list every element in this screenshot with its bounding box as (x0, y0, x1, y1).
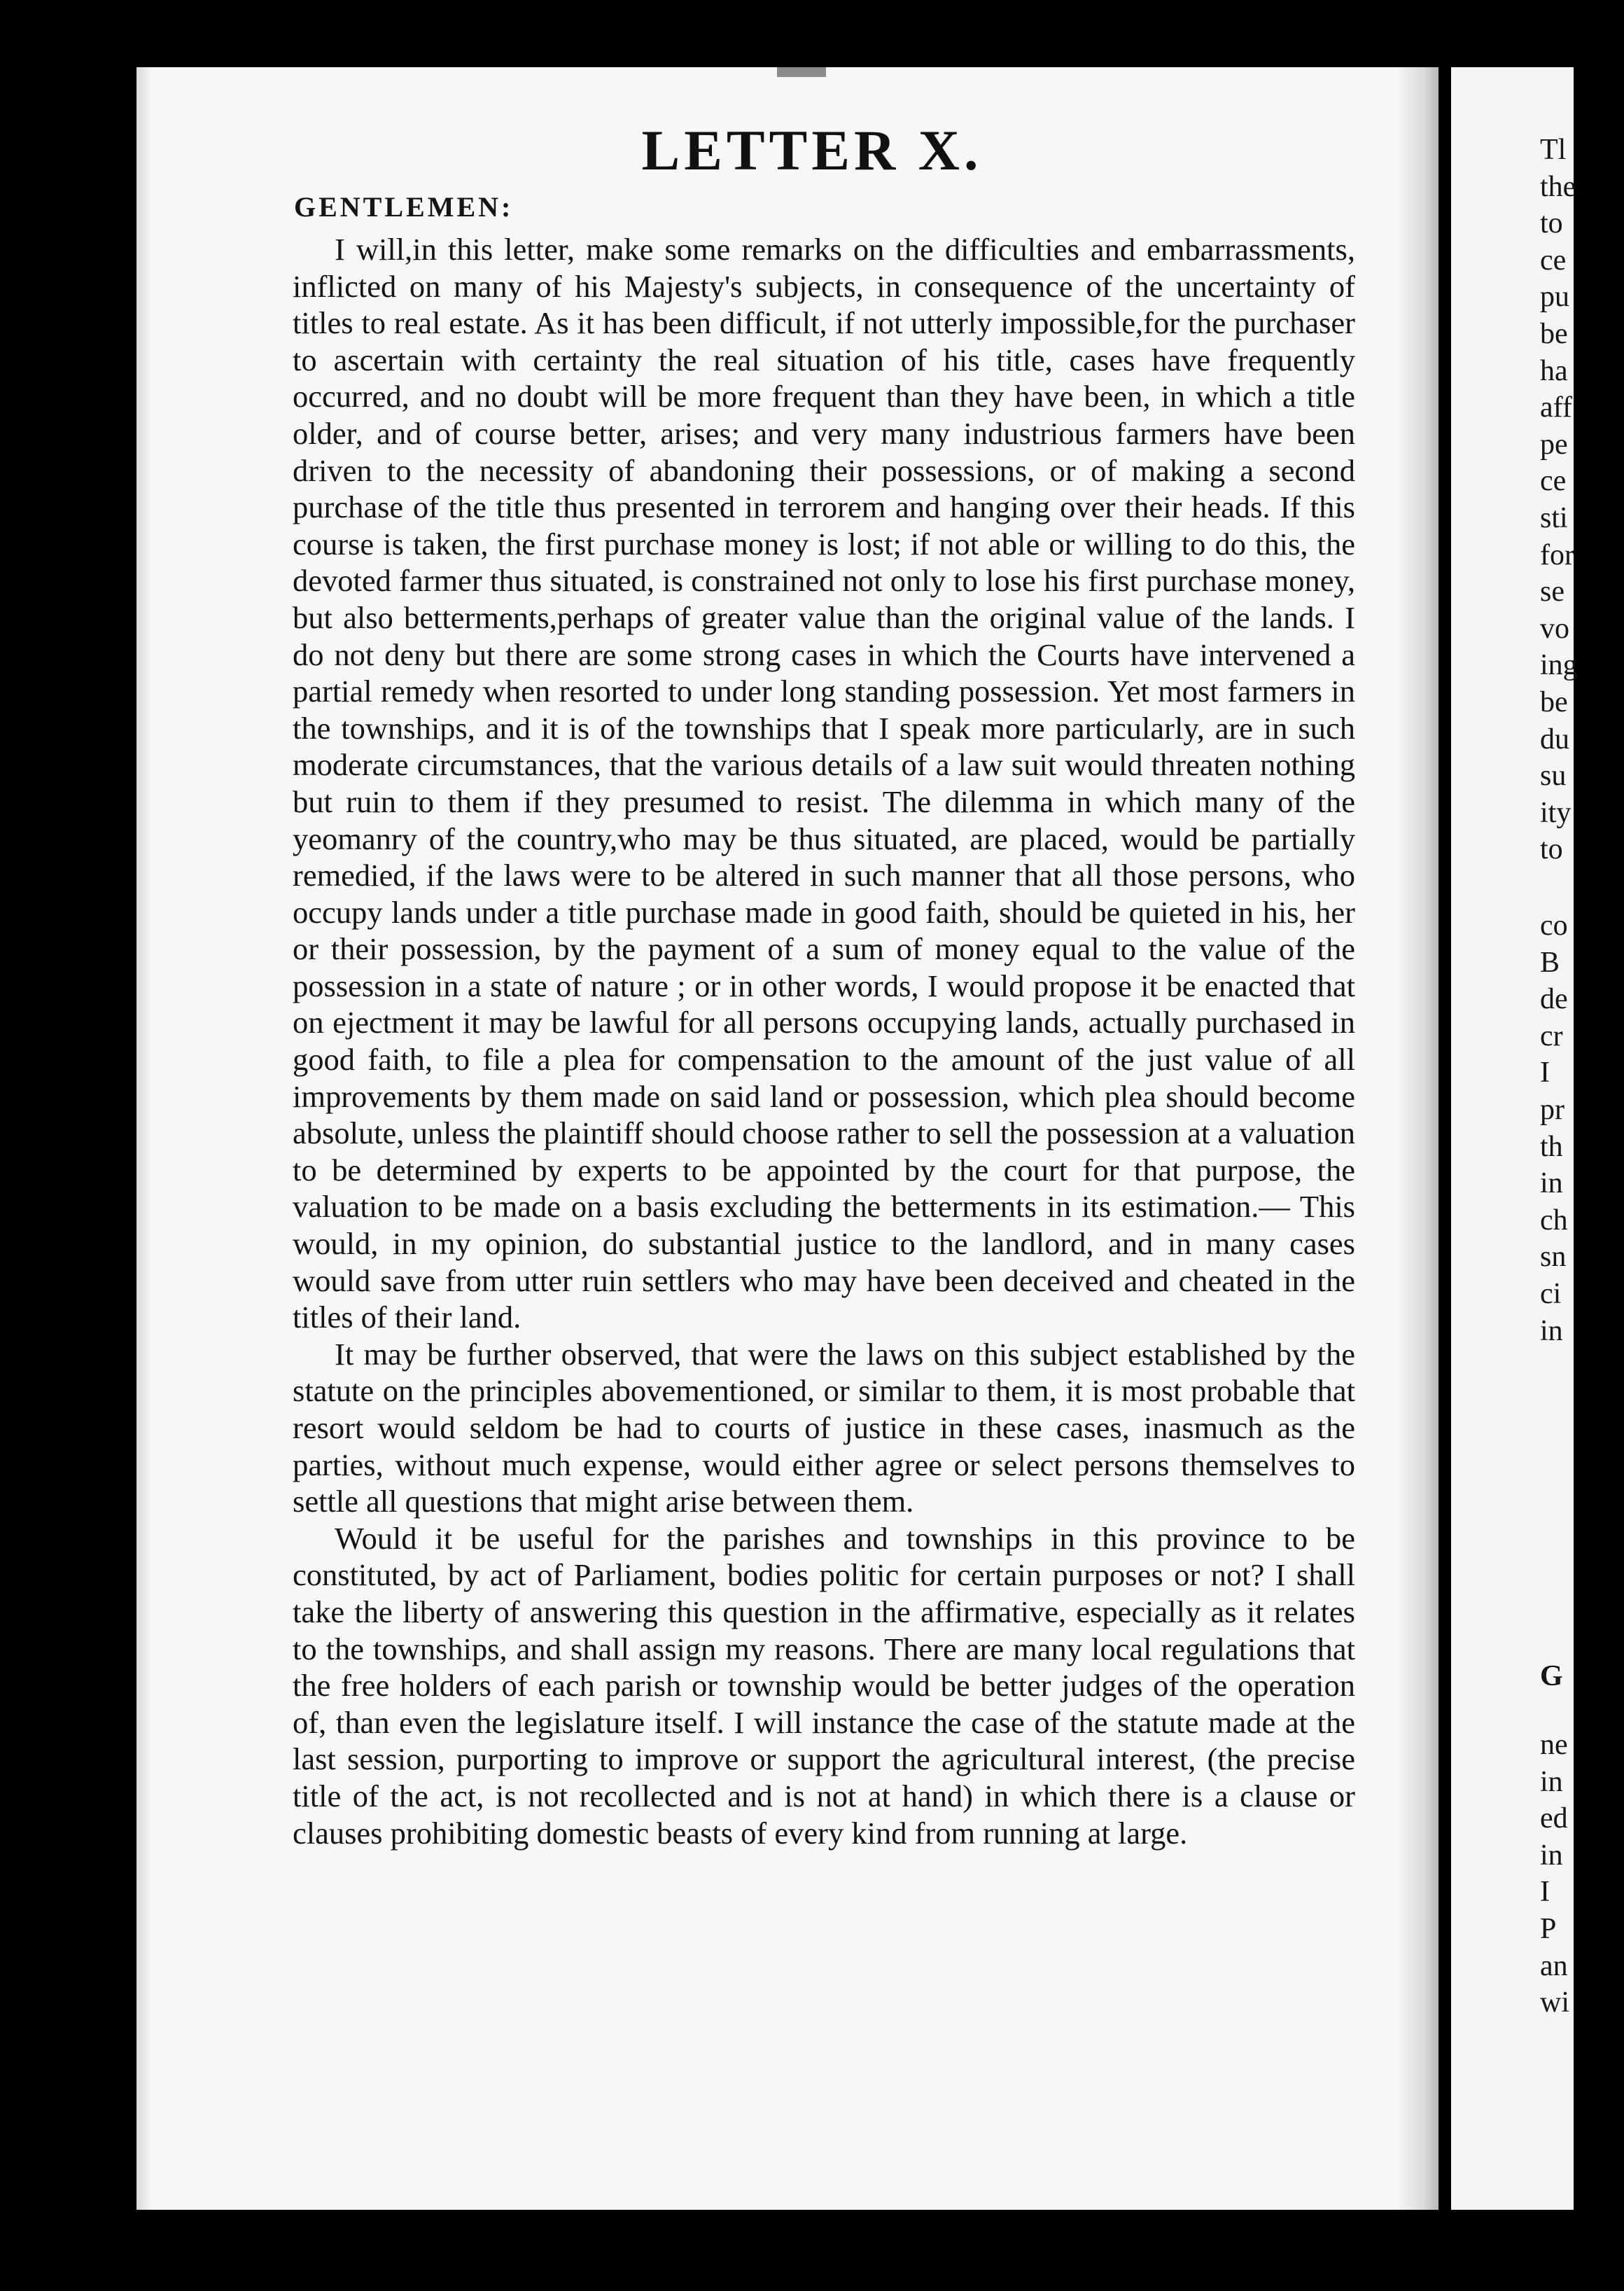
right-page-fragments-2 (1540, 907, 1582, 1349)
letter-title: LETTER X. (641, 118, 983, 182)
right-page-fragment: th (1540, 1130, 1563, 1163)
right-page-fragment: an (1540, 1949, 1568, 1982)
paragraph-1: I will,in this letter, make some remarks on the difficulties and embarrassments, inflicted on many of his Majesty's subjects, in consequence of the uncertainty of titles to real estate. As it has been difficult, if not utterly impossible,for the purchaser to ascertain with certainty the real situation of his title, cases have frequently occurred, and no doubt will be more frequent than they have been, in which a title older, and of course better, arises; and very many industrious farmers have been driven to the necessity of abandoning their possessions, or of making a second purchase of the title thus presented in terrorem and hanging over their heads. If this course is taken, the first purchase money is lost; if not able or willing to do this, the devoted farmer thus situated, is constrained not only to lose his first purchase money, but also betterments,perhaps of greater value than the original value of the lands. I do not deny but there are some strong cases in which the Courts have intervened a partial remedy when resorted to under long standing possession. Yet most farmers in the townships, and it is of the townships that I speak more particularly, are in such moderate circumstances, that the various details of a law suit would threaten nothing but ruin to them if they presumed to resist. The dilemma in which many of the yeomanry of the country,who may be thus situated, are placed, would be partially remedied, if the laws were to be altered in such manner that all those persons, who occupy lands under a title purchase made in good faith, should be quieted in his, her or their possession, by the payment of a sum of money equal to the value of the possession in a state of nature ; or in other words, I would propose it be enacted that on ejectment it may be lawful for all persons occupying lands, actually purchased in good faith, to file a plea for compensation to the amount of the just value of all improvements by them made on said land or possession, which plea should become absolute, unless the plaintiff should choose rather to sell the possession at a valuation to be determined by experts to be appointed by the court for that purpose, the valuation to be made on a basis excluding the betterments in its estimation.— This would, in my opinion, do substantial justice to the landlord, and in many cases would save from utter ruin settlers who may have been deceived and cheated in the titles of their land. (293, 232, 1355, 1335)
right-page-fragment: pr (1540, 1093, 1564, 1126)
right-page-fragment: cr (1540, 1019, 1563, 1052)
right-page-fragment: in (1540, 1167, 1563, 1200)
paragraph-3: Would it be useful for the parishes and townships in this province to be constituted, by act of Parliament, bodies politic for certain purposes or not? I shall take the liberty of answering this question in the affirmative, especially as it relates to the townships, and shall assign my reasons. There are many local regulations that the free holders of each parish or township would be better judges of the operation of, than even the legislature itself. I will instance the case of the statute made at the last session, purporting to improve or support the agricultural interest, (the precise title of the act, is not recollected and is not at hand) in which there is a clause or clauses prohibiting domestic beasts of every kind from running at large. (293, 1520, 1355, 1851)
right-page-fragment: pe (1540, 428, 1568, 461)
right-page-fragment: B (1540, 946, 1560, 979)
right-page-fragment: ne (1540, 1729, 1568, 1761)
right-page-fragment: su (1540, 760, 1567, 793)
right-page-fragment: G (1540, 1660, 1563, 1692)
right-page-fragment: ce (1540, 465, 1567, 498)
right-page-fragment: ed (1540, 1802, 1568, 1835)
folio-mark (777, 67, 826, 77)
right-page-fragment: ce (1540, 244, 1567, 277)
right-page-fragment: be (1540, 685, 1568, 718)
right-page-fragment: P (1540, 1912, 1557, 1945)
right-page-fragment: du (1540, 723, 1569, 755)
right-page-fragment: aff (1540, 391, 1572, 424)
right-page-fragments-4 (1540, 1727, 1582, 2021)
page-edge-shadow (136, 67, 152, 2210)
right-page-fragment: in (1540, 1839, 1563, 1872)
right-page-fragment: sn (1540, 1241, 1567, 1274)
right-page-fragment: I (1540, 1876, 1550, 1909)
right-page-fragment: to (1540, 207, 1563, 240)
right-page-fragment: for (1540, 538, 1574, 571)
paragraph-2: It may be further observed, that were the laws on this subject established by the statute on the principles abovementioned, or similar to them, it is most probable that resort would seldom be had to courts of justice in these cases, inasmuch as the parties, without much expense, would either agree or select persons themselves to settle all questions that might arise between them. (293, 1336, 1355, 1519)
book-spine (1438, 67, 1451, 2210)
right-page-fragment: vo (1540, 612, 1569, 645)
right-page-fragment: ch (1540, 1204, 1568, 1237)
right-page-fragment: in (1540, 1314, 1563, 1347)
right-page-fragment: ha (1540, 354, 1568, 387)
letter-body (293, 231, 1355, 1851)
right-page-fragment: I (1540, 1057, 1550, 1089)
right-page-fragment: wi (1540, 1986, 1569, 2019)
right-page-fragment: sti (1540, 501, 1568, 534)
right-page-fragment: pu (1540, 281, 1569, 314)
right-page-fragment: de (1540, 983, 1568, 1016)
right-page-fragment: ing (1540, 649, 1578, 682)
right-page-fragments-3 (1540, 1658, 1582, 1695)
salutation: GENTLEMEN: (294, 191, 514, 223)
right-page-fragment: ity (1540, 796, 1572, 829)
right-page-fragment: Tl (1540, 134, 1567, 166)
right-page-fragment: co (1540, 910, 1568, 942)
right-page-fragment: to (1540, 833, 1563, 866)
right-page-fragments-1 (1540, 132, 1582, 868)
right-page-fragment: se (1540, 576, 1564, 608)
right-page-fragment: in (1540, 1765, 1563, 1798)
gutter-shadow (1396, 67, 1438, 2210)
right-page-fragment: be (1540, 317, 1568, 350)
right-page-fragment: ci (1540, 1277, 1562, 1310)
right-page-fragment: the (1540, 170, 1576, 203)
